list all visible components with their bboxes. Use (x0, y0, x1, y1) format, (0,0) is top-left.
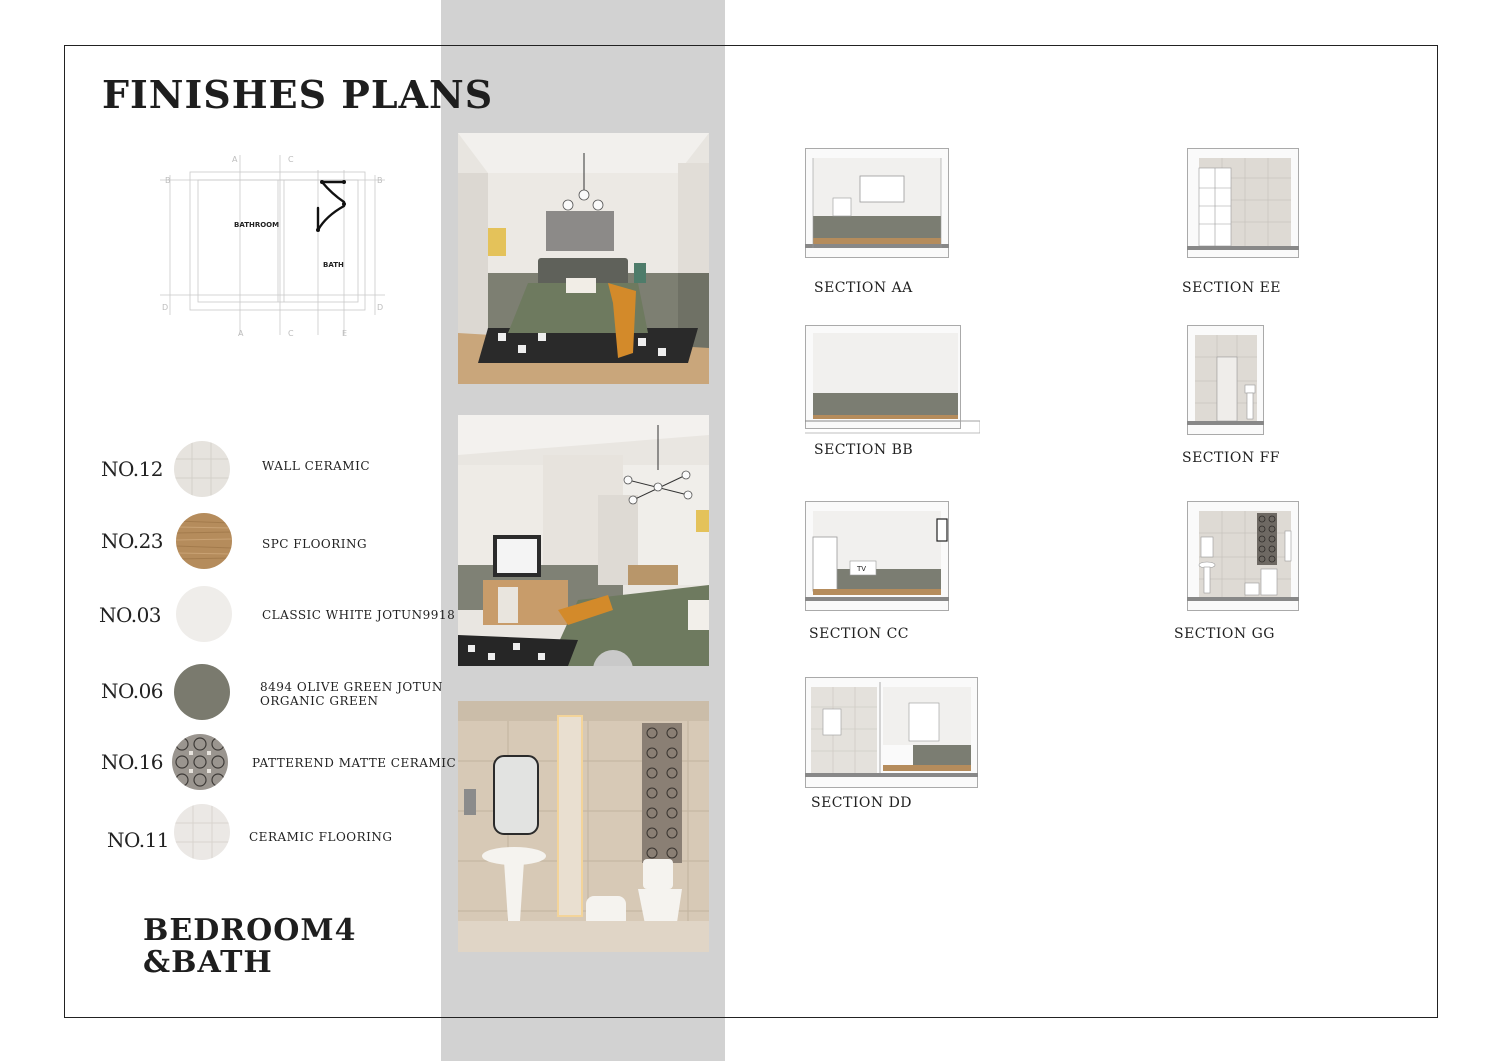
floorplan-room-bath: BATH (323, 261, 344, 269)
floorplan-marker: A (238, 329, 244, 338)
finish-label: PATTEREND MATTE CERAMIC (252, 756, 457, 770)
finish-code: NO.11 (107, 828, 170, 852)
render-bedroom-view2 (458, 415, 709, 666)
room-title-line1: BEDROOM4 (143, 913, 357, 948)
finish-label: WALL CERAMIC (262, 459, 371, 473)
section-cc-drawing (805, 501, 949, 611)
finish-swatch-classic-white (176, 586, 232, 642)
section-aa-label: SECTION AA (814, 280, 913, 296)
section-dd-label: SECTION DD (811, 795, 913, 811)
floorplan-marker: B (165, 176, 171, 185)
finish-swatch-spc-flooring (176, 513, 232, 569)
page-title: FINISHES PLANS (102, 72, 494, 117)
finish-label: SPC FLOORING (262, 537, 368, 551)
finish-label-line1: 8494 OLIVE GREEN JOTUN (260, 680, 443, 694)
floorplan-marker: E (342, 329, 348, 338)
floorplan-marker: D (162, 303, 169, 312)
finish-code: NO.06 (101, 679, 164, 703)
finish-code: NO.12 (101, 457, 164, 481)
floorplan-room-bathroom: BATHROOM (234, 221, 280, 229)
render-bathroom (458, 701, 709, 952)
floorplan-marker: C (288, 155, 294, 164)
section-bb-drawing (805, 325, 980, 435)
section-cc-label: SECTION CC (809, 626, 909, 642)
section-bb-label: SECTION BB (814, 442, 914, 458)
section-gg-drawing (1187, 501, 1299, 611)
finish-swatch-olive-green (174, 664, 230, 720)
finish-code: NO.03 (99, 603, 162, 627)
floorplan-marker: B (377, 176, 383, 185)
finish-code: NO.16 (101, 750, 164, 774)
floorplan-marker: D (377, 303, 384, 312)
floorplan-marker: C (288, 329, 294, 338)
section-cc-tv-label: TV (857, 565, 867, 573)
section-ff-drawing (1187, 325, 1264, 435)
section-dd-drawing (805, 677, 978, 788)
finish-label: CERAMIC FLOORING (249, 830, 393, 844)
floor-plan (160, 150, 400, 340)
section-gg-label: SECTION GG (1174, 626, 1275, 642)
section-ee-label: SECTION EE (1182, 280, 1282, 296)
finish-label: CLASSIC WHITE JOTUN9918 (262, 608, 456, 622)
render-bedroom-view1 (458, 133, 709, 384)
section-ee-drawing (1187, 148, 1299, 258)
room-title (143, 915, 403, 979)
section-aa-drawing (805, 148, 949, 258)
section-ff-label: SECTION FF (1182, 450, 1280, 466)
finish-code: NO.23 (101, 529, 164, 553)
finish-label (260, 680, 443, 708)
floorplan-marker: A (232, 155, 238, 164)
finish-swatch-ceramic-flooring (174, 804, 230, 860)
finish-label-line2: ORGANIC GREEN (260, 694, 379, 708)
finish-swatch-wall-ceramic (174, 441, 230, 497)
finish-swatch-patterned-ceramic (172, 734, 228, 790)
room-title-line2: &BATH (143, 945, 273, 980)
